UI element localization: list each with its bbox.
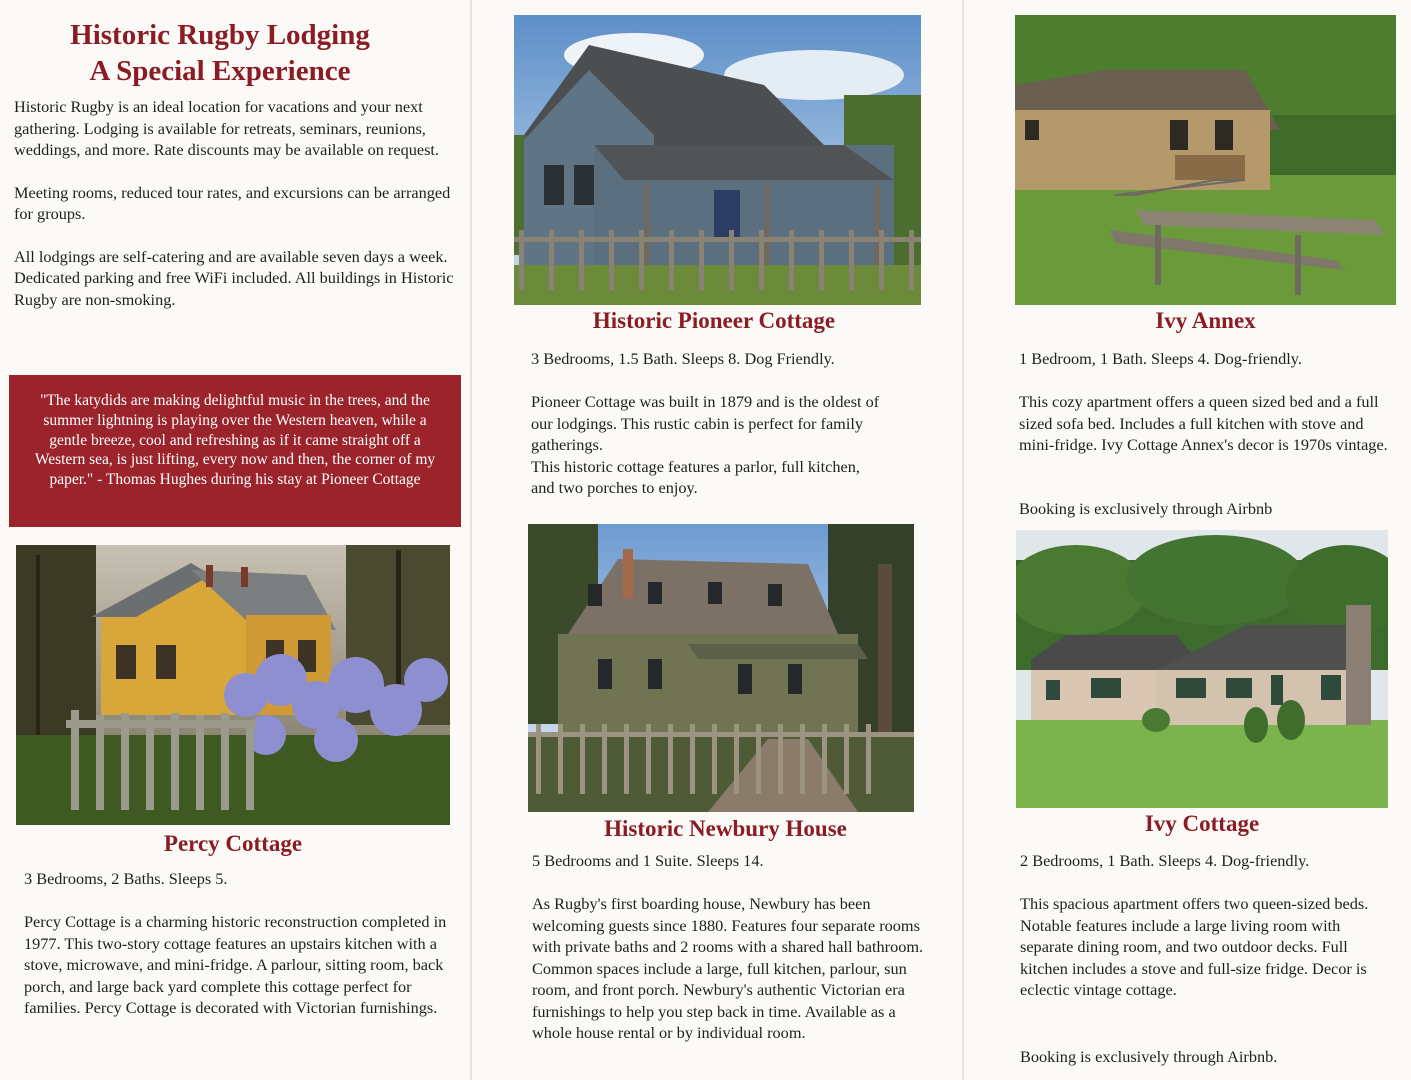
intro-paragraph: Historic Rugby is an ideal location for vacations and your next gathering. Lodging is available for retreats, seminars, reunions, weddings, and more. Rate discounts may be available on request. — [14, 97, 440, 159]
ivy-annex-booking: Booking is exclusively through Airbnb — [1019, 499, 1273, 518]
percy-cottage-photo — [16, 545, 450, 825]
quote-box — [9, 375, 461, 527]
title-line-1: Historic Rugby Lodging — [70, 19, 370, 51]
pioneer-cottage-description — [531, 391, 886, 499]
intro-paragraph: All lodgings are self-catering and are available seven days a week. Dedicated parking and free WiFi included. All buildings in Historic Rugby are non-smoking. — [14, 246, 454, 309]
ivy-cottage-summary: 2 Bedrooms, 1 Bath. Sleeps 4. Dog-friendly. — [1020, 851, 1310, 870]
pioneer-description-paragraph: This historic cottage features a parlor, full kitchen, and two porches to enjoy. — [531, 456, 860, 497]
ivy-cottage-description: This spacious apartment offers two queen-sized beds. Notable features include a large living room with separate dining room, and two outdoor decks. Full kitchen includes a stove and full-size fridge. Decor is eclectic vintage cottage. — [1020, 894, 1369, 999]
percy-cottage-summary: 3 Bedrooms, 2 Baths. Sleeps 5. — [24, 869, 228, 888]
ivy-annex-photo — [1015, 15, 1396, 305]
newbury-house-description: As Rugby's first boarding house, Newbury has been welcoming guests since 1880. Features four separate rooms with private baths and 2 rooms with a shared hall bathroom. Common spaces include a large, full kitchen, parlour, sun room, and front porch. Newbury's authentic Victorian era furnishings to help you step back in time. Available as a whole house rental or by individual room. — [532, 894, 924, 1042]
quote-text: "The katydids are making delightful music in the trees, and the summer lightning is playing over the Western heaven, while a gentle breeze, cool and refreshing as if it came straight off a Western sea, is just lifting, every now and then, the corner of my paper." - Thomas Hughes during his stay at Pioneer Cottage — [34, 392, 436, 489]
pioneer-cottage-photo — [514, 15, 921, 305]
newbury-house-title: Historic Newbury House — [604, 816, 847, 841]
pioneer-description-paragraph: Pioneer Cottage was built in 1879 and is the oldest of our lodgings. This rustic cabin is perfect for family gatherings. — [531, 392, 880, 454]
ivy-cottage-photo — [1016, 530, 1388, 808]
ivy-annex-title: Ivy Annex — [1155, 308, 1256, 333]
ivy-cottage-booking: Booking is exclusively through Airbnb. — [1020, 1047, 1278, 1066]
pioneer-cottage-title: Historic Pioneer Cottage — [592, 308, 836, 333]
percy-cottage-description: Percy Cottage is a charming historic reconstruction completed in 1977. This two-story cottage features an upstairs kitchen with a stove, microwave, and mini-fridge. A parlour, sitting room, back porch, and large back yard complete this cottage perfect for families. Percy Cottage is decorated with Victorian furnishings. — [24, 912, 447, 1017]
brochure-title — [0, 17, 440, 89]
pioneer-cottage-summary: 3 Bedrooms, 1.5 Bath. Sleeps 8. Dog Friendly. — [531, 349, 835, 368]
fold-line — [470, 0, 472, 1080]
intro-text — [14, 96, 458, 310]
title-line-2: A Special Experience — [89, 55, 351, 87]
ivy-cottage-title: Ivy Cottage — [1144, 811, 1260, 836]
newbury-house-summary: 5 Bedrooms and 1 Suite. Sleeps 14. — [532, 851, 764, 870]
fold-line — [962, 0, 964, 1080]
percy-cottage-title: Percy Cottage — [163, 831, 303, 856]
newbury-house-photo — [528, 524, 914, 812]
ivy-annex-summary: 1 Bedroom, 1 Bath. Sleeps 4. Dog-friendly. — [1019, 349, 1302, 368]
intro-paragraph: Meeting rooms, reduced tour rates, and excursions can be arranged for groups. — [14, 182, 451, 223]
ivy-annex-description: This cozy apartment offers a queen sized bed and a full sized sofa bed. Includes a full kitchen with stove and mini-fridge. Ivy Cottage Annex's decor is 1970s vintage. — [1019, 392, 1388, 454]
